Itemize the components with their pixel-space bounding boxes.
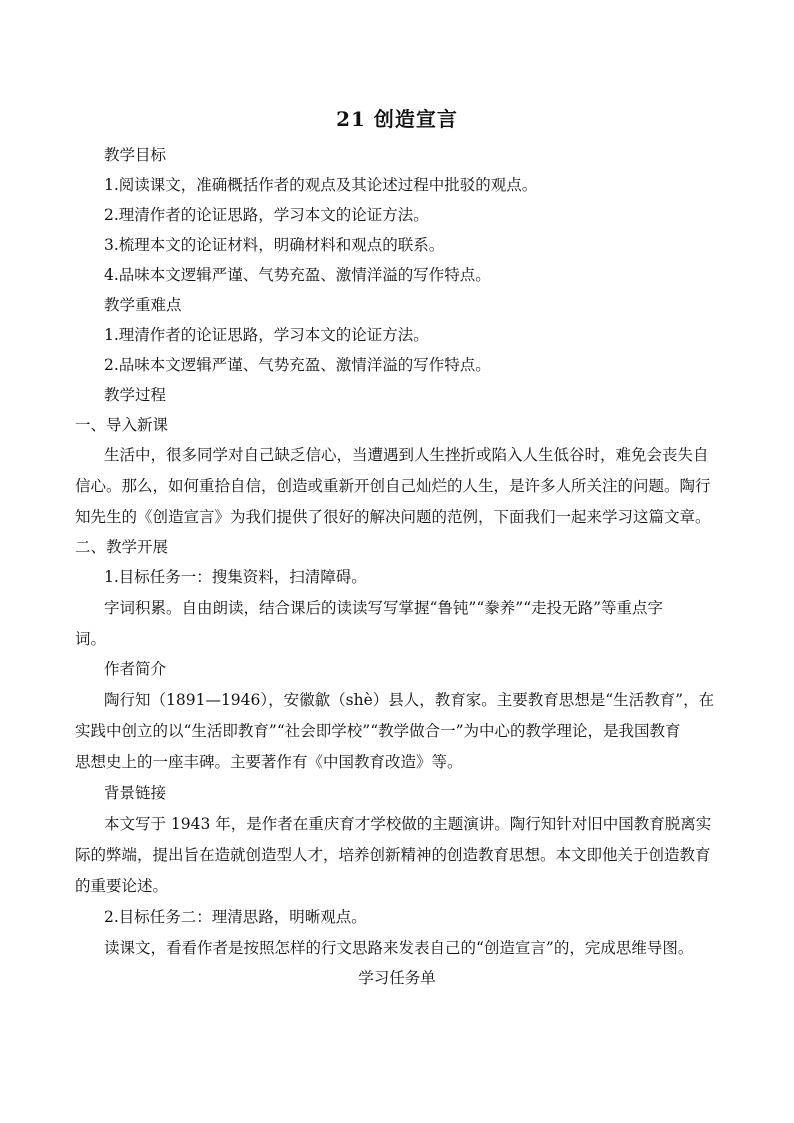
section-heading-teaching: 二、教学开展: [75, 538, 169, 556]
goal-item: 3.梳理本文的论证材料，明确材料和观点的联系。: [104, 236, 445, 254]
process-heading: 教学过程: [104, 386, 167, 404]
key-points-heading: 教学重难点: [104, 296, 182, 314]
author-heading: 作者简介: [104, 660, 167, 678]
paragraph-line: 本文写于 1943 年，是作者在重庆育才学校做的主题演讲。陶行知针对旧中国教育脱离实: [104, 815, 712, 833]
section-heading-intro: 一、导入新课: [75, 416, 169, 434]
paragraph-line: 的重要论述。: [75, 877, 169, 895]
paragraph-line: 生活中，很多同学对自己缺乏信心，当遭遇到人生挫折或陷入人生低谷时，难免会丧失自: [104, 446, 709, 464]
paragraph-line: 词。: [75, 630, 107, 648]
goals-heading: 教学目标: [104, 146, 167, 164]
paragraph-line: 际的弊端，提出旨在造就创造型人才，培养创新精神的创造教育思想。本文即他关于创造教育: [75, 846, 711, 864]
background-heading: 背景链接: [104, 784, 167, 802]
page-title: 21 创造宣言: [336, 107, 458, 131]
task-one: 1.目标任务一：搜集资料，扫清障碍。: [104, 568, 367, 586]
paragraph-line: 信心。那么，如何重拾自信，创造或重新开创自己灿烂的人生，是许多人所关注的问题。陶行: [75, 477, 711, 495]
paragraph-line: 思想史上的一座丰碑。主要著作有《中国教育改造》等。: [75, 753, 463, 771]
worksheet-title: 学习任务单: [358, 969, 436, 987]
key-point-item: 1.理清作者的论证思路，学习本文的论证方法。: [104, 326, 429, 344]
paragraph-line: 读课文，看看作者是按照怎样的行文思路来发表自己的“创造宣言”的，完成思维导图。: [104, 939, 694, 957]
key-point-item: 2.品味本文逻辑严谨、气势充盈、激情洋溢的写作特点。: [104, 356, 491, 374]
paragraph-line: 字词积累。自由朗读，结合课后的读读写写掌握“鲁钝”“豢养”“走投无路”等重点字: [104, 599, 664, 617]
goal-item: 1.阅读课文，准确概括作者的观点及其论述过程中批驳的观点。: [104, 176, 538, 194]
task-two: 2.目标任务二：理清思路，明晰观点。: [104, 908, 367, 926]
goal-item: 4.品味本文逻辑严谨、气势充盈、激情洋溢的写作特点。: [104, 266, 491, 284]
goal-item: 2.理清作者的论证思路，学习本文的论证方法。: [104, 206, 429, 224]
paragraph-line: 知先生的《创造宣言》为我们提供了很好的解决问题的范例，下面我们一起来学习这篇文章。: [75, 508, 711, 526]
paragraph-line: 陶行知（1891—1946），安徽歙（shè）县人，教育家。主要教育思想是“生活教育”，在: [104, 691, 715, 709]
paragraph-line: 实践中创立的以“生活即教育”“社会即学校”“教学做合一”为中心的教学理论，是我国教育: [75, 722, 681, 740]
